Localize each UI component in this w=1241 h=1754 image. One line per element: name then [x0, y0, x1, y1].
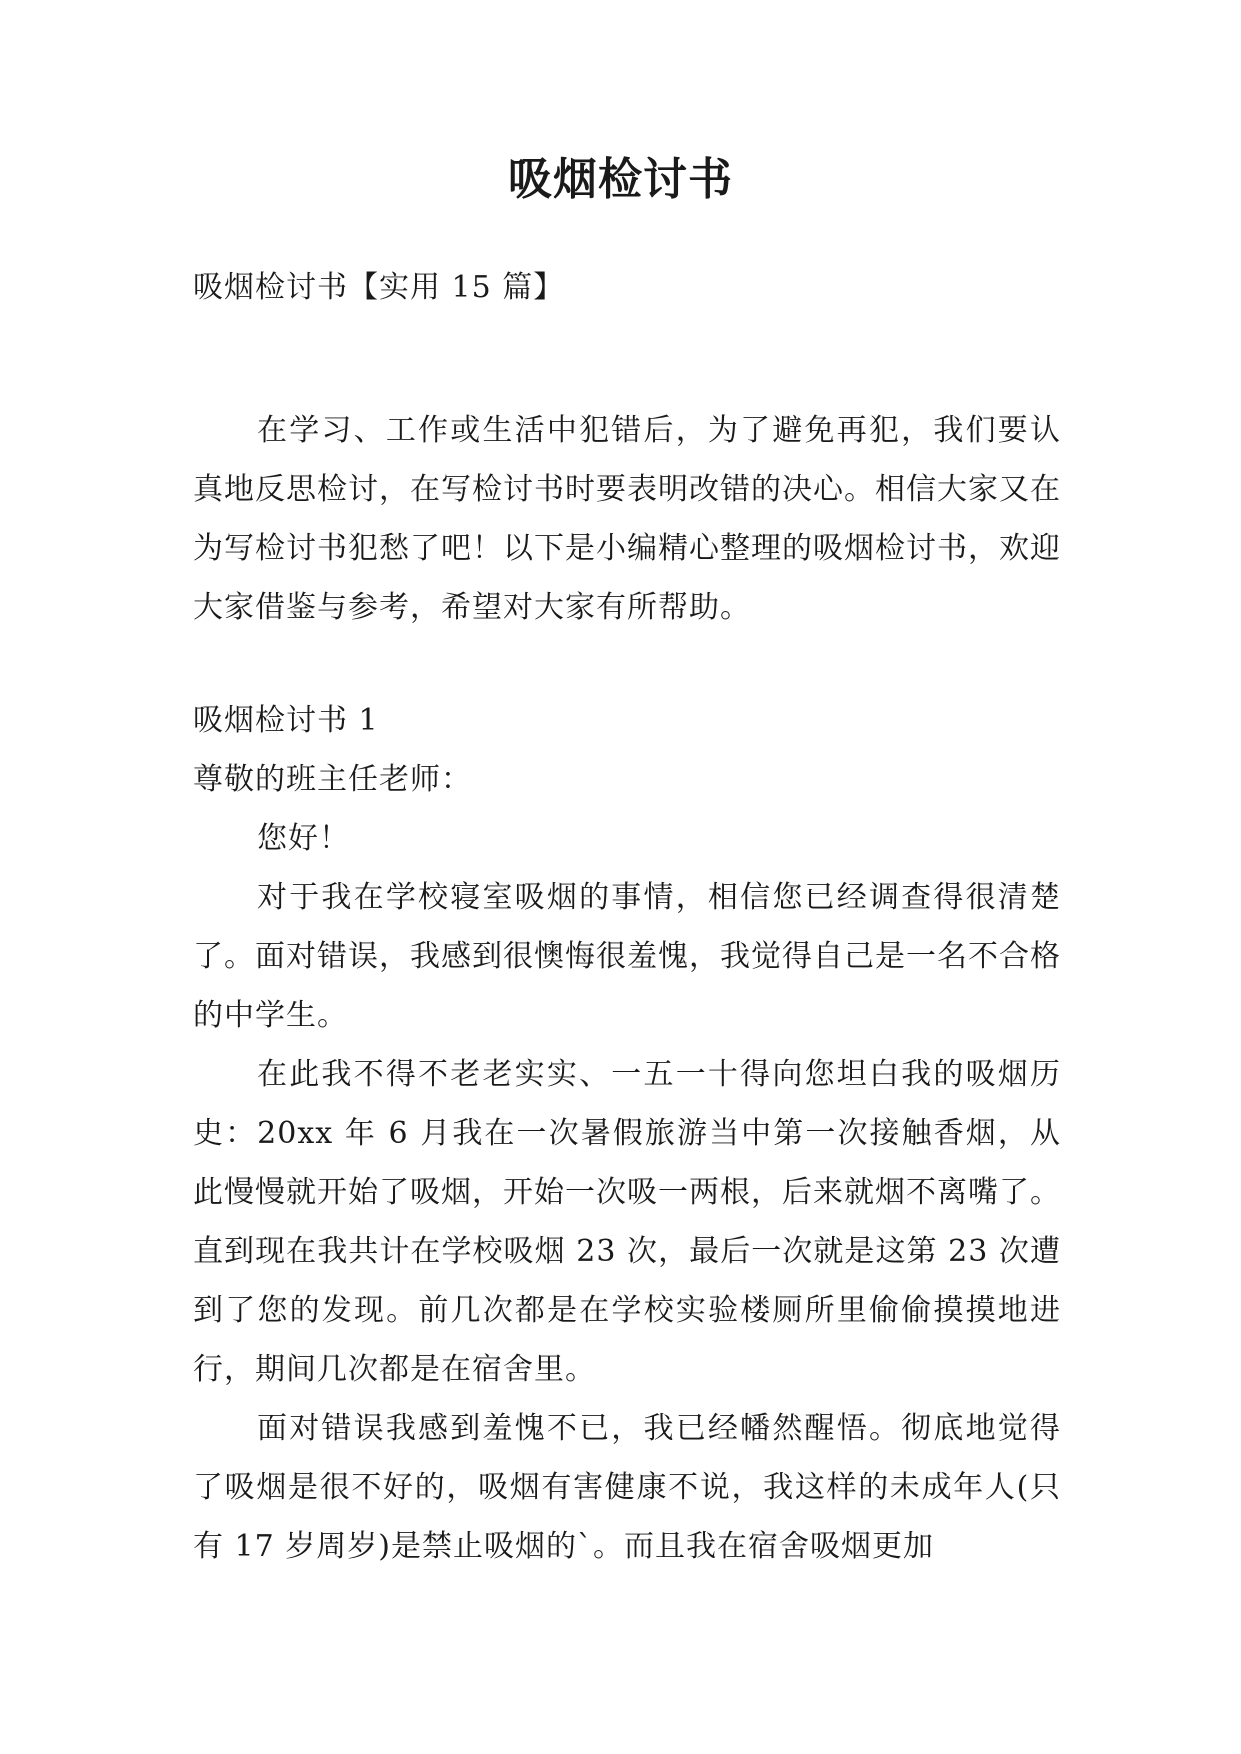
document-subtitle: 吸烟检讨书【实用 15 篇】: [193, 270, 565, 305]
intro-section: [193, 401, 1061, 637]
body-paragraph: 面对错误我感到羞愧不已，我已经幡然醒悟。彻底地觉得了吸烟是很不好的，吸烟有害健康不说，我这样的未成年人(只有 17 岁周岁)是禁止吸烟的`。而且我在宿舍吸烟更加: [193, 1411, 1061, 1564]
body-paragraph: 在此我不得不老老实实、一五一十得向您坦白我的吸烟历史：20xx 年 6 月我在一次暑假旅游当中第一次接触香烟，从此慢慢就开始了吸烟，开始一次吸一两根，后来就烟不离嘴了。直到现在我共计在学校吸烟 23 次，最后一次就是这第 23 次遭到了您的发现。前几次都是在学校实验楼厕所里偷偷摸摸地进行，期间几次都是在宿舍里。: [193, 1057, 1061, 1387]
document-title: 吸烟检讨书: [508, 154, 733, 205]
intro-paragraph: 在学习、工作或生活中犯错后，为了避免再犯，我们要认真地反思检讨，在写检讨书时要表明改错的决心。相信大家又在为写检讨书犯愁了吧！以下是小编精心整理的吸烟检讨书，欢迎大家借鉴与参考，希望对大家有所帮助。: [193, 413, 1061, 625]
body-paragraph: 对于我在学校寝室吸烟的事情，相信您已经调查得很清楚了。面对错误，我感到很懊悔很羞愧，我觉得自己是一名不合格的中学生。: [193, 880, 1061, 1033]
letter-section: [193, 691, 1061, 1576]
salutation: 尊敬的班主任老师：: [193, 762, 472, 797]
section-heading: 吸烟检讨书 1: [193, 703, 379, 738]
greeting: 您好！: [257, 821, 350, 856]
